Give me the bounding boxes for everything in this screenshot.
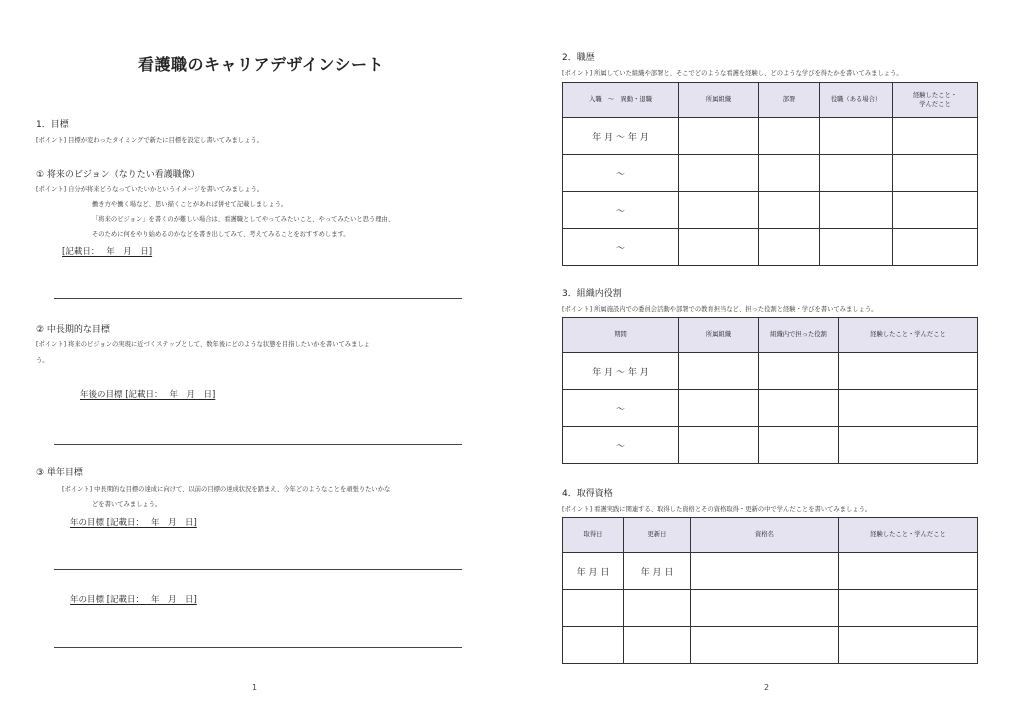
qualifications-acquired-cell[interactable]: 年 月 日 xyxy=(563,553,624,590)
roles-experience-cell[interactable] xyxy=(839,353,978,390)
roles-col-role: 組織内で担った役割 xyxy=(759,318,839,353)
table-row xyxy=(563,590,978,627)
table-row xyxy=(563,390,978,427)
page-2 xyxy=(512,0,1024,716)
qualifications-acquired-cell[interactable] xyxy=(563,627,624,664)
career-period-cell[interactable]: ～ xyxy=(563,192,679,229)
table-row xyxy=(563,155,978,192)
career-col-department: 部署 xyxy=(759,83,820,118)
roles-period-cell[interactable]: 年 月 ～ 年 月 xyxy=(563,353,679,390)
midterm-date-field[interactable]: 年後の目標 [記載日： 年 月 日] xyxy=(80,390,216,400)
table-row xyxy=(563,192,978,229)
career-period-cell[interactable]: ～ xyxy=(563,155,679,192)
annual-date-field-2[interactable]: 年の目標 [記載日： 年 月 日] xyxy=(70,595,197,605)
career-department-cell[interactable] xyxy=(759,118,820,155)
career-position-cell[interactable] xyxy=(820,192,893,229)
qualifications-name-cell[interactable] xyxy=(691,553,839,590)
roles-experience-cell[interactable] xyxy=(839,427,978,464)
career-header-row xyxy=(563,83,978,118)
qualifications-col-name: 資格名 xyxy=(691,518,839,553)
qualifications-col-acquired: 取得日 xyxy=(563,518,624,553)
annual-answer-line-2[interactable] xyxy=(54,647,462,648)
page-number-1: 1 xyxy=(252,683,258,692)
roles-col-experience: 経験したこと・学んだこと xyxy=(839,318,978,353)
roles-col-period: 期間 xyxy=(563,318,679,353)
career-department-cell[interactable] xyxy=(759,192,820,229)
career-position-cell[interactable] xyxy=(820,155,893,192)
table-row xyxy=(563,353,978,390)
career-experience-cell[interactable] xyxy=(893,118,978,155)
annual-heading: ③ 単年目標 xyxy=(36,468,83,478)
annual-point-2: どを書いてみましょう。 xyxy=(92,501,162,508)
table-row xyxy=(563,627,978,664)
qualifications-experience-cell[interactable] xyxy=(839,553,978,590)
career-experience-cell[interactable] xyxy=(893,229,978,266)
career-col-organization: 所属組織 xyxy=(679,83,759,118)
vision-point-2: 働き方や働く場など、思い描くことがあれば併せて記載しましょう。 xyxy=(92,201,288,208)
qualifications-experience-cell[interactable] xyxy=(839,627,978,664)
career-point: [ポイント] 所属していた組織や部署と、そこでどのような看護を経験し、どのような学びを得たかを書いてみましょう。 xyxy=(562,70,903,77)
annual-date-field-1[interactable]: 年の目標 [記載日： 年 月 日] xyxy=(70,518,197,528)
table-row xyxy=(563,427,978,464)
vision-heading: ① 将来のビジョン（なりたい看護職像） xyxy=(36,170,200,180)
roles-role-cell[interactable] xyxy=(759,390,839,427)
roles-table xyxy=(562,317,978,464)
career-period-cell[interactable]: ～ xyxy=(563,229,679,266)
roles-heading: 3．組織内役割 xyxy=(562,289,622,299)
qualifications-col-renewed: 更新日 xyxy=(624,518,691,553)
career-period-cell[interactable]: 年 月 ～ 年 月 xyxy=(563,118,679,155)
table-row xyxy=(563,118,978,155)
roles-organization-cell[interactable] xyxy=(679,390,759,427)
career-experience-cell[interactable] xyxy=(893,192,978,229)
roles-experience-cell[interactable] xyxy=(839,390,978,427)
vision-date-field[interactable]: [記載日： 年 月 日] xyxy=(62,247,153,257)
qualifications-renewed-cell[interactable]: 年 月 日 xyxy=(624,553,691,590)
career-department-cell[interactable] xyxy=(759,155,820,192)
vision-point-1: [ポイント] 自分が将来どうなっていたいかというイメージを書いてみましょう。 xyxy=(36,186,264,193)
qualifications-renewed-cell[interactable] xyxy=(624,627,691,664)
qualifications-point: [ポイント] 看護実践に関連する、取得した資格とその資格取得・更新の中で学んだことを書いてみましょう。 xyxy=(562,506,872,513)
goals-point: [ポイント] 目標が変わったタイミングで新たに目標を設定し書いてみましょう。 xyxy=(36,137,263,144)
table-row xyxy=(563,553,978,590)
career-col-period: 入職 ～ 異動・退職 xyxy=(563,83,679,118)
roles-header-row xyxy=(563,318,978,353)
qualifications-table xyxy=(562,517,978,664)
career-col-position: 役職（ある場合） xyxy=(820,83,893,118)
roles-point: [ポイント] 所属施設内での委員会活動や部署での教育担当など、担った役割と経験・学びを書いてみましょう。 xyxy=(562,306,878,313)
roles-organization-cell[interactable] xyxy=(679,353,759,390)
midterm-point-1: [ポイント] 将来のビジョンの実現に近づくステップとして、数年後にどのような状態を目指したいかを書いてみましょ xyxy=(36,341,370,348)
qualifications-header-row xyxy=(563,518,978,553)
career-heading: 2．職歴 xyxy=(562,53,595,63)
midterm-point-2: う。 xyxy=(36,357,49,364)
annual-point-1: [ポイント] 中長期的な目標の達成に向けて、以前の目標の達成状況を踏まえ、今年どのようなことを頑張りたいかな xyxy=(62,486,391,493)
qualifications-col-experience: 経験したこと・学んだこと xyxy=(839,518,978,553)
qualifications-acquired-cell[interactable] xyxy=(563,590,624,627)
roles-role-cell[interactable] xyxy=(759,353,839,390)
roles-role-cell[interactable] xyxy=(759,427,839,464)
page-number-2: 2 xyxy=(764,683,770,692)
vision-answer-line[interactable] xyxy=(54,298,462,299)
annual-answer-line-1[interactable] xyxy=(54,569,462,570)
roles-col-organization: 所属組織 xyxy=(679,318,759,353)
career-col-experience: 経験したこと・ 学んだこと xyxy=(893,83,978,118)
qualifications-renewed-cell[interactable] xyxy=(624,590,691,627)
career-department-cell[interactable] xyxy=(759,229,820,266)
career-organization-cell[interactable] xyxy=(679,229,759,266)
career-position-cell[interactable] xyxy=(820,229,893,266)
midterm-heading: ② 中長期的な目標 xyxy=(36,325,110,335)
career-organization-cell[interactable] xyxy=(679,155,759,192)
vision-point-4: そのために何をやり始めるのかなどを書き出してみて、考えてみることをおすすめします。 xyxy=(92,231,350,238)
qualifications-experience-cell[interactable] xyxy=(839,590,978,627)
roles-period-cell[interactable]: ～ xyxy=(563,427,679,464)
career-table xyxy=(562,82,978,266)
goals-heading: 1．目標 xyxy=(36,120,69,130)
roles-organization-cell[interactable] xyxy=(679,427,759,464)
career-position-cell[interactable] xyxy=(820,118,893,155)
career-experience-cell[interactable] xyxy=(893,155,978,192)
qualifications-name-cell[interactable] xyxy=(691,590,839,627)
career-organization-cell[interactable] xyxy=(679,192,759,229)
qualifications-name-cell[interactable] xyxy=(691,627,839,664)
qualifications-heading: 4．取得資格 xyxy=(562,489,613,499)
table-row xyxy=(563,229,978,266)
midterm-answer-line[interactable] xyxy=(54,444,462,445)
vision-point-3: 「将来のビジョン」を書くのが難しい場合は、看護職としてやってみたいこと、やってみたいと思う理由、 xyxy=(92,216,395,223)
roles-period-cell[interactable]: ～ xyxy=(563,390,679,427)
career-organization-cell[interactable] xyxy=(679,118,759,155)
sheet-title: 看護職のキャリアデザインシート xyxy=(138,55,384,74)
